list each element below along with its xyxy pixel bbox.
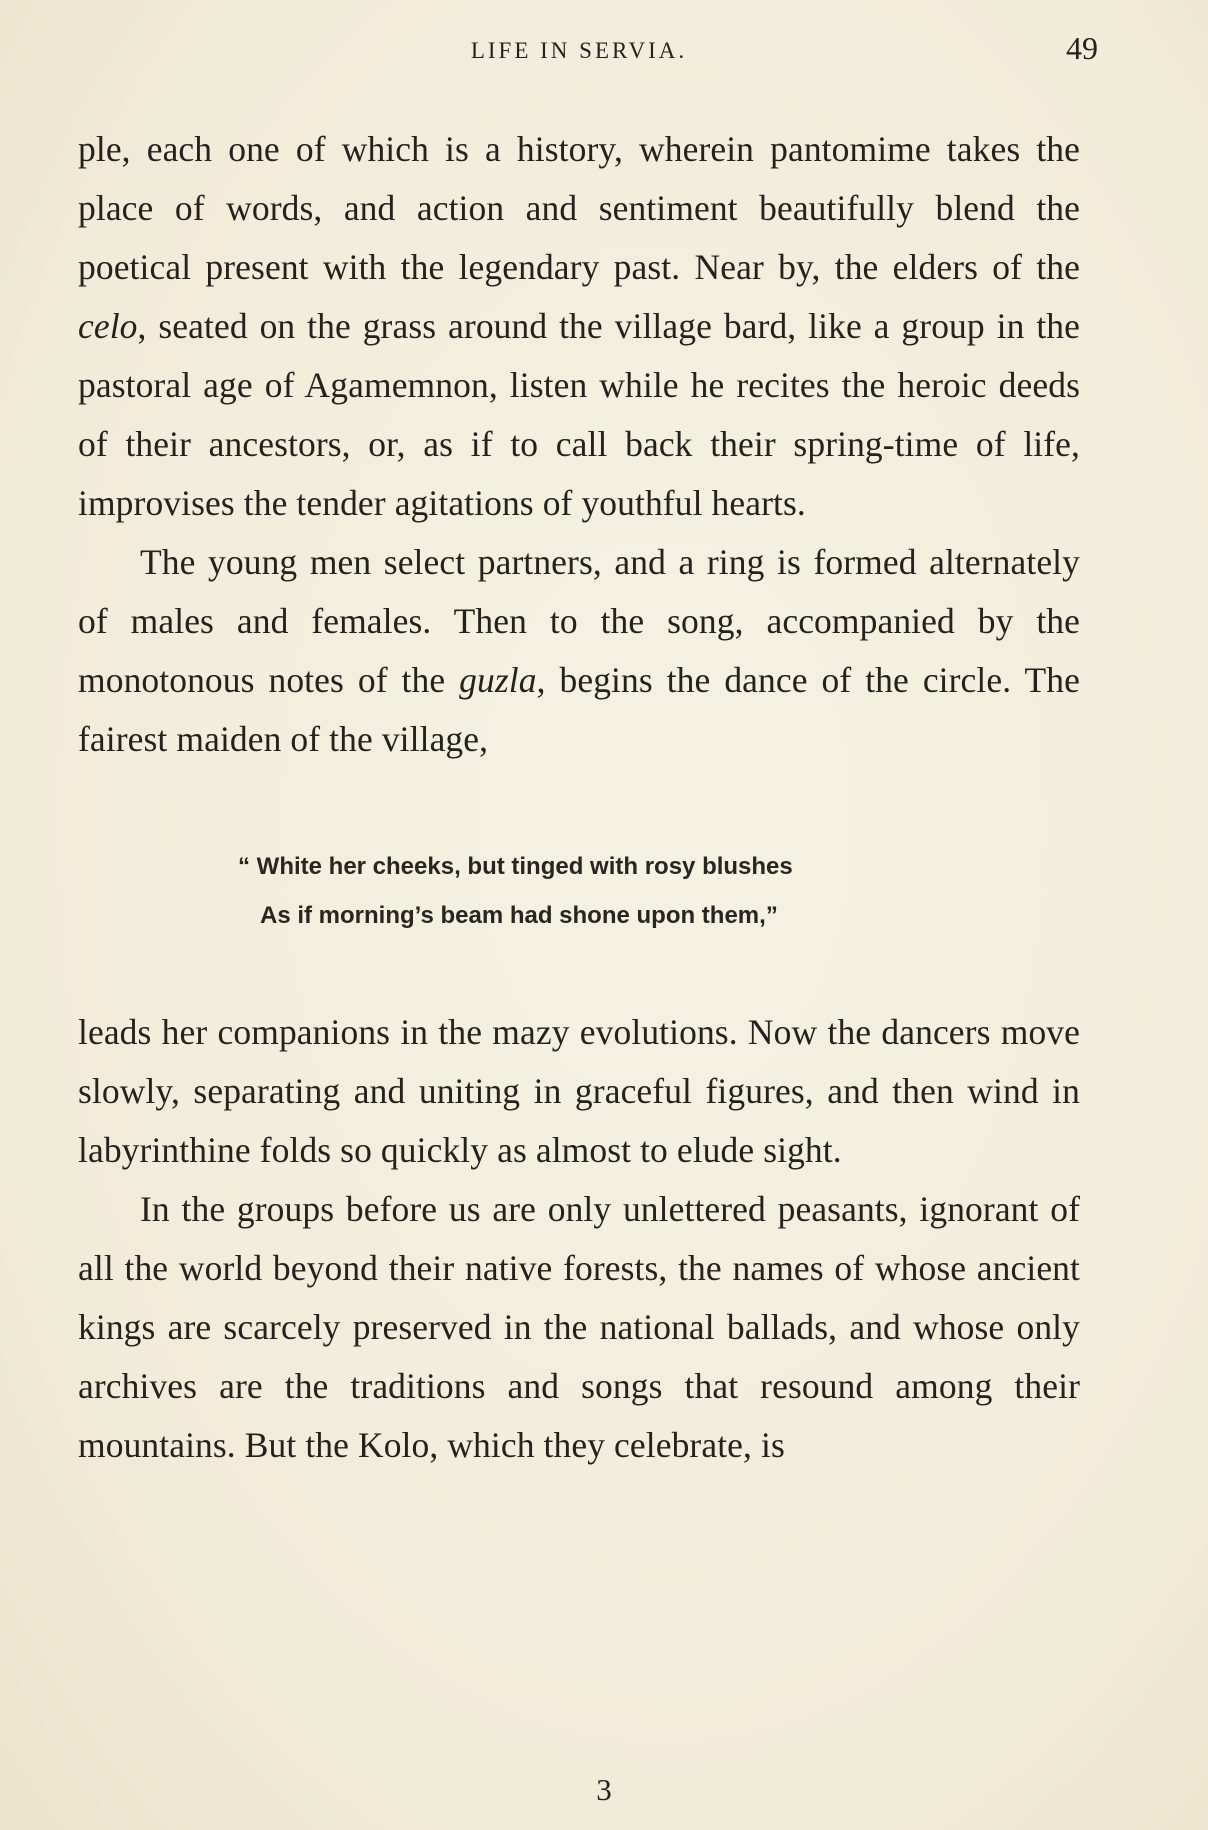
quoted-verse-line-1: “ White her cheeks, but tinged with rosy blushes — [238, 853, 793, 880]
italic-word-guzla: guzla — [459, 660, 537, 700]
paragraph-3: leads her companions in the mazy evolutions. Now the dancers move slowly, separating and uniting in graceful figures, and then wind in labyrinthine folds so quickly as almost to elude sight. — [78, 1012, 1080, 1170]
quoted-verse — [238, 842, 1080, 940]
paragraph-1-part-1: ple, each one of which is a history, wherein pantomime takes the place of words, and action and sentiment beautifully blend the poetical present with the legendary past. Near by, the elders of the — [78, 129, 1080, 287]
paragraph-2 — [78, 533, 1080, 769]
paragraph-1-part-2: , seated on the grass around the village bard, like a group in the pastoral age of Agamemnon, listen while he recites the heroic deeds of their ancestors, or, as if to call back their spring-time of life, improvises the tender agitations of youthful hearts. — [78, 306, 1080, 523]
page-number: 49 — [1066, 30, 1098, 66]
paragraph-2-part-2: , begins the dance of the circle. The fairest maiden of the village, — [78, 660, 1080, 759]
paragraph-4: In the groups before us are only unlettered peasants, ignorant of all the world beyond their native forests, the names of whose ancient kings are scarcely preserved in the national ballads, and whose only archives are the traditions and songs that resound among their mountains. But the Kolo, which they celebrate, is — [78, 1189, 1080, 1465]
paragraph-2-part-1: The young men select partners, and a ring is formed alternately of males and females. Then to the song, accompanied by the monotonous notes of the — [78, 542, 1080, 700]
signature-mark: 3 — [596, 1772, 612, 1807]
italic-word-celo: celo — [78, 306, 138, 346]
body-text — [78, 120, 1080, 1475]
running-title: LIFE IN SERVIA. — [470, 38, 688, 63]
running-head — [78, 26, 1098, 82]
paragraph-1 — [78, 120, 1080, 533]
quoted-verse-line-2: As if morning’s beam had shone upon them,” — [260, 902, 778, 929]
